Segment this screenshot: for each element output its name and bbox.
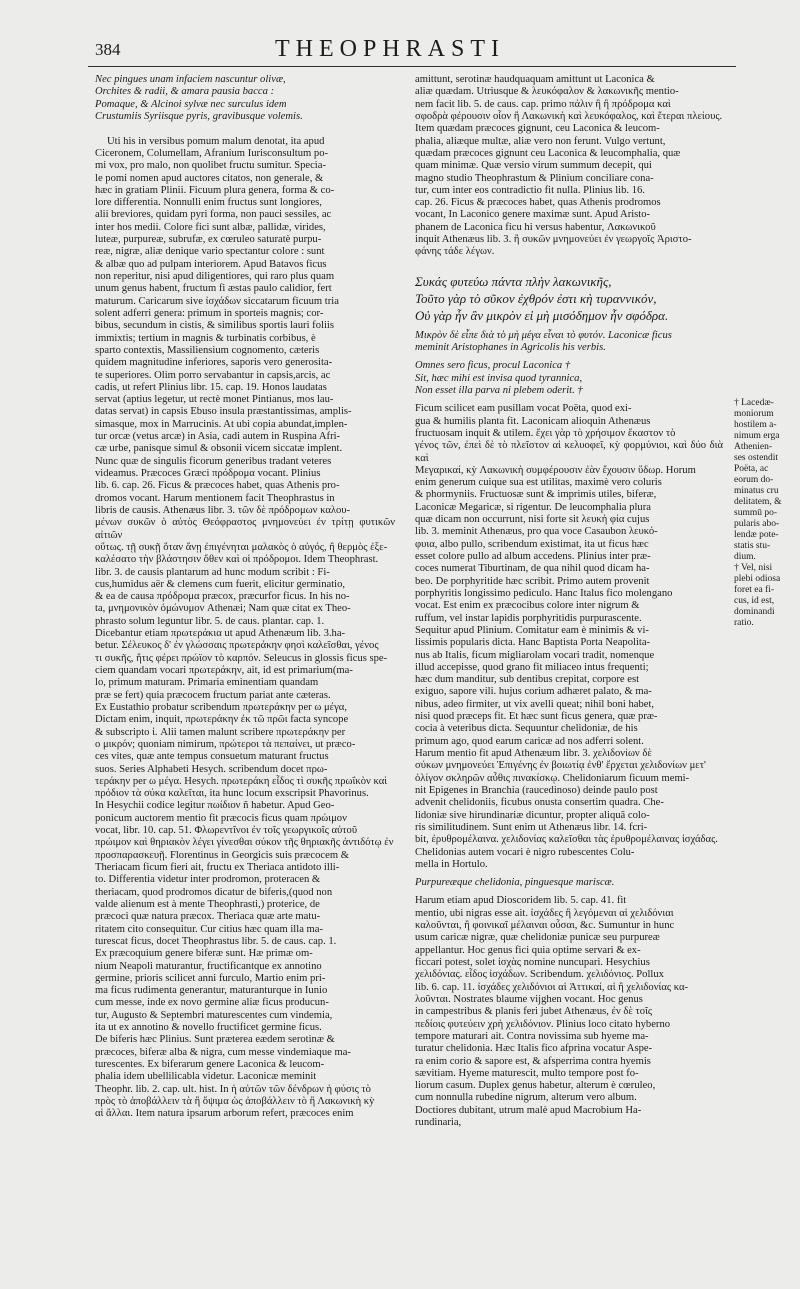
margin-note-line: eorum do-: [734, 475, 774, 485]
text-line: πεδίοις φυτεύειν χρὴ χελιδόνιον. Plinius loco citato hyberno: [415, 1018, 671, 1030]
text-line: germine, prioris scilicet anni furculo, Martio enim pri-: [95, 972, 326, 984]
caption-line: meminit Aristophanes in Agricolis his verbis.: [415, 342, 606, 353]
text-line: Dictam enim, inquit, πρωτεράκην ἐκ τῶ πρῶι facta syncope: [95, 714, 349, 726]
text-line: Uti his in versibus pomum malum denotat, ita apud: [107, 135, 325, 147]
text-line: καλέσατο τὴν βλάστησιν ὅθεν καὶ οἱ πρόδρομοι. Idem Theophrast.: [95, 554, 379, 566]
text-line: immixtis; tertium in magnis & turbinatis corbibus, è: [95, 332, 316, 344]
text-line: beo. De porphyritide hæc scribit. Primo autem provenit: [415, 575, 650, 587]
text-line: turescentes. Ex biferarum genere Laconica & leucom-: [95, 1059, 325, 1070]
text-line: οὕτως. τῇ συκῇ ὅταν ἄνῃ ἐπιγένηται μαλακὸς ὁ αὐγός, ἢ θερμὸς ἐξε-: [95, 541, 388, 553]
margin-note-line: hostilem a-: [734, 420, 777, 430]
text-line: tur, Augusto & Septembri maturescentes cum vindemia,: [95, 1009, 333, 1021]
text-line: bit, ἐρυθρομέλαινα. χελιδονίας καλεῖσθαι τὰς ἐρυθρομέλαινας ἰσχάδας.: [415, 834, 718, 846]
text-line: inter hos medii. Colore fici sunt albæ, pallidæ, virides,: [95, 221, 326, 233]
text-line: suos. Series Alphabeti Hesych. scribendum docet πρω-: [95, 763, 328, 775]
text-line: ciem quandam vocari πρωτεράκην, ait, id est primarium(ma-: [95, 665, 353, 676]
text-line: lidoniæ sive hirundinariæ dicuntur, propter aliquã colo-: [415, 809, 650, 821]
text-line: λοῦνται. Nostrates blaume vijghen vocant. Hoc genus: [415, 993, 643, 1005]
margin-note-line: † Lacedæ-: [734, 398, 774, 408]
header-rule: [88, 66, 736, 67]
text-line: appellantur. Hoc genus fici quia optime servari & ex-: [415, 944, 641, 956]
text-line: alii breviores, quidam pyri forma, non pauci sessiles, ac: [95, 209, 332, 221]
margin-note-line: nimum erga: [734, 431, 780, 441]
text-line: ris similitudinem. Sunt enim ut Athenæus libr. 14. fcri-: [415, 821, 648, 833]
text-line: libris de causis. Athenæus libr. 3. τῶν δὲ πρόδρομων καλου-: [95, 504, 351, 516]
margin-note-line: ses ostendit: [734, 453, 779, 463]
verse-line: Orchites & radii, & amara pausia bacca :: [95, 86, 275, 98]
text-line: fructuosam inquit & utilem. ἔχει γὰρ τὸ χρήσιμον ἕκαστον τὸ: [415, 427, 676, 439]
text-line: & phormyniis. Fructuosæ sunt & imprimis utiles, biferæ,: [415, 489, 657, 501]
margin-note-line: foret ea fi-: [734, 585, 775, 595]
margin-note-line: minatus cru: [734, 486, 779, 496]
text-line: καλοῦνται, ἢ φοινικαῖ μέλαιναι οὖσαι, &c. Sumuntur in hunc: [415, 920, 675, 932]
greek-verse-line: Συκάς φυτεύω πάντα πλὴν λακωνικῆς,: [415, 273, 612, 289]
text-line: σφοδρὰ φέρουσιν οἷον ἢ Λακωνικὴ καὶ λευκόφαλος, καὶ ἕτεραι πλείους.: [415, 110, 723, 122]
text-line: videamus. Præcoces Græci πρόδρομα vocant. Plinius: [95, 468, 321, 479]
text-line: σύκων μνημονεύει Ἐπιγένης ἐν βοιωτίᾳ ἐνθ' ἔρχεται χελιδονίων μετ': [415, 760, 706, 772]
margin-note-line: ratio.: [734, 618, 754, 628]
verse-line: Omnes sero ficus, procul Laconica †: [415, 360, 571, 372]
text-line: ὀλίγον σκληρῶν αὖθις πινακίσκῳ. Chelidoniarum ficuum memi-: [415, 772, 690, 784]
text-line: porphyritis longissimo pediculo. Hanc Italus fico molengano: [415, 587, 673, 599]
text-line: nibus, adeo firmiter, ut vix avelli queat; nihil boni habet,: [415, 698, 655, 710]
margin-note-line: dium.: [734, 552, 756, 562]
text-line: cus,humidus aër & clemens cum fuerit, elicitur germinatio,: [95, 578, 346, 590]
text-line: cum messe, inde ex novo germine aliæ ficus producun-: [95, 997, 329, 1009]
margin-note-line: cus, id est,: [734, 596, 775, 606]
text-line: τι συκῆς, ἥτις φέρει πρώϊον τὸ καρπόν. Seleucus in glossis ficus spe-: [95, 652, 388, 664]
text-line: sævitiam. Hyeme maturescit, multo tempore post fo-: [415, 1067, 639, 1079]
text-line: gua & humilis planta fit. Laconicam alioquin Athenæus: [415, 415, 651, 427]
text-line: ritatem cito consequitur. Cur citius hæc quam illa ma-: [95, 923, 324, 935]
text-line: luteæ, purpureæ, subrufæ, ex cœruleo saturatè purpu-: [95, 234, 322, 246]
text-line: Ex Eustathio probatur scribendum πρωτεράκην per ω μέγα,: [95, 701, 347, 713]
text-line: datas servat) in capsis Ebuso insula præstantissimas, amplis-: [95, 406, 352, 418]
text-line: enim generum cuique sua est utilitas, maximè vero coluris: [415, 477, 662, 489]
text-line: Ex præcoquium genere biferæ sunt. Hæ primæ om-: [95, 948, 313, 960]
text-line: αἱ ἄλλαι. Item natura ipsarum arborum refert, præcoces enim: [95, 1108, 354, 1120]
text-line: phalia, aliæque multæ, aliæ vero non ferunt. Vulgo vertunt,: [415, 135, 666, 147]
text-line: Harum mentio fit apud Athenæum libr. 3. χελιδονίων δὲ: [415, 748, 652, 759]
text-line: Μεγαρικαί, κỳ Λακωνικὴ συμφέρουσιν ἐὰν ἔχουσιν ὕδωρ. Horum: [415, 464, 696, 476]
text-line: mentio, ubi nigras esse ait. ἰσχάδες ἢ λεγόμεναι αἱ χελιδόνιαι: [415, 907, 674, 919]
text-line: nisi quod præceps fit. Et hæc sunt ficus genera, quæ præ-: [415, 711, 658, 723]
text-line: le pomi nomen apud auctores citatos, non generale, &: [95, 172, 324, 184]
text-line: & albæ quo ad pulpam interiorem. Apud Batavos ficus: [95, 258, 327, 270]
text-line: lissimis popularis dicta. Hanc Baptista Porta Neapolita-: [415, 637, 651, 649]
margin-note-line: pularis abo-: [734, 519, 780, 529]
text-line: γένος τῶν, ἐπεὶ δὲ τὸ πλεῖστον αἱ κελυοφεῖ, κỳ φορμύνιοι, καὶ δύο διὰ καὶ: [415, 440, 723, 464]
text-line: amittunt, serotinæ haudquaquam amittunt ut Laconica &: [415, 74, 655, 85]
text-line: Chelidonias autem vocari è nigro rubescentes Colu-: [415, 846, 635, 858]
text-line: solent adferri genera: primum in sporteis magnis; cor-: [95, 307, 324, 319]
page-header: [95, 36, 735, 70]
text-line: phanem de Laconica ficu hi versus habentur, Λακωνικοῦ: [415, 221, 656, 233]
margin-note-line: moniorum: [734, 409, 774, 419]
text-line: phrasto solum leguntur libr. 5. de caus. plantar. cap. 1.: [95, 615, 325, 627]
text-line: πρὸς τὸ ἀποβάλλειν τὰ ἢ ὄψιμα ὡς ἀποβάλλειν τὸ ἢ Λακωνικὴ κỳ: [95, 1095, 375, 1107]
text-line: inquit Athenæus lib. 3. ἢ συκῶν μνημονεύει ἐν γεωργοῖς Ἀριστο-: [415, 234, 692, 246]
text-line: ponicum auctorem mentio fit præcocis ficus quam πρώιμον: [95, 812, 347, 824]
text-line: cadis, ut refert Plinius libr. 15. cap. 19. Honos laudatas: [95, 381, 327, 393]
text-line: προσπαρασκευῇ. Florentinus in Georgicis suis præcocem &: [95, 849, 349, 861]
text-line: Nunc quæ de singulis ficorum generibus tradant veteres: [95, 455, 332, 467]
text-line: non reperitur, nisi apud diligentiores, qui raro plus quam: [95, 271, 335, 282]
caption-line: Μικρὸν δὲ εἶπε διὰ τὸ μὴ μέγα εἶναι τὸ φυτόν. Laconicæ ficus: [415, 329, 672, 341]
text-line: Sequitur apud Plinium. Comitatur eam è minimis & vi-: [415, 624, 649, 636]
text-line: quædam præcoces gignunt ceu Laconica & leucomphalia, quæ: [415, 147, 681, 159]
text-line: μένων συκῶν ὁ αὐτὸς Θεόφραστος μνημονεύει ἐν τρίτῃ φυτικῶν αἰτιῶν: [95, 517, 395, 541]
text-line: valde alienum est à mente Theophrasti,) proterice, de: [95, 898, 320, 910]
text-line: cæ urbe, panisque simul & obsonii vicem siccatæ implent.: [95, 443, 343, 455]
text-line: De biferis hæc Plinius. Sunt præterea eædem serotinæ &: [95, 1034, 335, 1046]
text-line: turescat ficus, docet Theophrastus libr. 5. de caus. cap. 1.: [95, 935, 337, 947]
text-line: cocia à veteribus dicta. Sequuntur chelidoniæ, de his: [415, 723, 638, 735]
text-line: Harum etiam apud Dioscoridem lib. 5. cap. 41. fit: [415, 895, 627, 907]
text-line: magno studio Theophrastum & Plinium conciliare cona-: [415, 172, 654, 184]
margin-note-line: † Vel, nisi: [734, 563, 773, 573]
text-line: præcoci quæ natura præcox. Theriaca quæ arte matu-: [95, 911, 321, 923]
text-line: bibus, secundum in cistis, & similibus sportis lauri foliis: [95, 320, 334, 332]
text-line: lo, primum maturam. Primaria eminentiam quandam: [95, 677, 319, 689]
text-line: χελιδόνιας. εἶδος ἰσχάδων. Scribendum. χελιδόνιος. Pollux: [415, 969, 664, 981]
text-line: ra enim corio & sapore est, & afsperrima contra hyemis: [415, 1055, 651, 1067]
text-line: vocant, In Laconico genere maximæ sunt. Apud Aristo-: [415, 209, 651, 221]
text-line: nem facit lib. 5. de caus. cap. primo πάλιν ἢ ἢ πρόδρομα καὶ: [415, 98, 671, 110]
text-line: servat (aptius legetur, ut rectè monet Pintianus, mos lau-: [95, 394, 334, 406]
text-line: præ se fert) quia præcocem fructum pariat ante cæteras.: [95, 689, 331, 701]
text-line: rundinaria,: [415, 1117, 462, 1129]
text-line: vocat, libr. 10. cap. 51. Φλωρεντῖνοι ἐν τοῖς γεωργικοῖς αὐτοῦ: [95, 825, 358, 837]
text-line: unum genus habent, fructum fi æstas paulo calidior, fert: [95, 283, 332, 295]
text-line: Dicebantur etiam πρωτεράκια ut apud Athenæum lib. 3.ha-: [95, 628, 346, 640]
margin-note-line: dominandi: [734, 607, 775, 617]
margin-notes: [734, 398, 800, 629]
text-line: betur. Σέλευκος δ' ἐν γλώσσαις πρωτεράκην φησὶ καλεῖσθαι, γένος: [95, 640, 379, 652]
text-line: Ficum scilicet eam pusillam vocat Poëta, quod exi-: [415, 403, 632, 415]
text-line: in campestribus & planis feri jubet Athenæus, ἐν δὲ τοῖς: [415, 1006, 653, 1018]
text-line: mi vox, pro malo, non quolibet fructu sumitur. Specia-: [95, 160, 326, 172]
page-number: 384: [95, 40, 121, 59]
text-line: In Hesychii codice legitur πωίδιον ñ habetur. Apud Geo-: [95, 800, 335, 812]
verse-line: Non esset illa parva ni plebem oderit. †: [415, 384, 583, 396]
text-line: & ea de causa πρόδρομα præcox, præcurfor ficus. In his no-: [95, 591, 350, 603]
verse-line: Nec pingues unam infaciem nascuntur olivæ,: [95, 74, 286, 85]
verse-line: Crustumiis Syriisque pyris, gravibusque volemis.: [95, 110, 303, 122]
text-line: τεράκην per ω μέγα. Hesych. πρωτεράκη εἶδος τὶ συκῆς πρωΐκὸν καὶ: [95, 775, 388, 787]
text-line: tur, cum inter eos contradictio fit nulla. Plinius lib. 16.: [415, 184, 645, 196]
text-line: Laconicæ Megaricæ, si rigentur. De leucomphalia plura: [415, 501, 651, 513]
text-line: Theophr. lib. 2. cap. ult. hist. In ἡ αὐτῶν τῶν δένδρων ἡ φύσις τὸ: [95, 1083, 371, 1095]
text-line: to. Differentia videtur inter prodromon, proteracen &: [95, 874, 321, 886]
text-line: cum nonnulla rubedine nigrum, alterum vero album.: [415, 1092, 637, 1104]
text-line: lib. 6. cap. 11. ἰσχάδες χελιδόνιοι αἱ Ἀττικαί, αἱ ἢ χελιδονίας κα-: [415, 981, 689, 993]
text-line: usum caricæ nigræ, quæ chelidoniæ punicæ seu purpureæ: [415, 932, 660, 944]
text-line: ma ficus rudimenta generantur, maturanturque in Iunio: [95, 985, 328, 997]
text-line: aliæ quædam. Utriusque & λευκόφαλον & λακωνικῆς mentio-: [415, 86, 679, 98]
text-line: sparto contextis, Massiliensium cognomento, cæteris: [95, 344, 320, 356]
text-line: vocat. Est enim ex præcocibus colore inter nigrum &: [415, 600, 640, 612]
text-line: theriacam, quod prodromos dicatur de biferis,(quod non: [95, 886, 333, 898]
margin-note-line: statis stu-: [734, 541, 771, 551]
text-line: ces vites, quæ ante tempus consuetum maturant fructus: [95, 751, 329, 763]
greek-verse-line: Τοῦτο γὰρ τὸ σῦκον ἐχθρόν ἐστι κὴ τυραννικόν,: [415, 290, 657, 306]
text-line: πρώιμον καὶ θηριακὸν λέγει γίνεσθαι σύκον τῆς θηριακῆς ἀντιδότῳ ἐν: [95, 837, 394, 849]
text-line: reæ, nigræ, aliæ denique vario spectantur colore : sunt: [95, 246, 325, 258]
text-line: Item quædam præcoces gignunt, ceu Laconica & leucom-: [415, 123, 660, 135]
text-line: nit Epigenes in Branchia (raucedinoso) deinde paulo post: [415, 784, 658, 796]
text-line: [95, 123, 395, 135]
text-line: hæc dum manditur, sub dentibus crepitat, corpore est: [415, 674, 640, 686]
margin-note-line: Poëta, ac: [734, 464, 769, 474]
text-line: quidem magnitudine inferiores, saporis vero generosita-: [95, 357, 333, 369]
greek-verse-line: Οὐ γὰρ ἦν ἂν μικρὸν εἰ μὴ μισόδημον ἦν σφόδρα.: [415, 307, 669, 323]
text-line: πρόδιον τὰ σύκα καλεῖται, ita hunc locum exscripsit Phavorinus.: [95, 788, 369, 800]
margin-note-line: lendæ pote-: [734, 530, 779, 540]
text-line: libr. 3. de causis plantarum ad hunc modum scribit : Fi-: [95, 566, 330, 578]
text-line: tempore maturari ait. Contra novissima sub hyeme ma-: [415, 1030, 649, 1042]
text-line: primum ago, quod earum caricæ ad nos adferri solent.: [415, 735, 644, 747]
text-line: quæ dicam non occurrunt, nisi forte sit λευκὴ φία cujus: [415, 514, 650, 526]
text-line: quam minimæ. Quæ versio virum summum decepit, qui: [415, 160, 652, 172]
text-line: Theriacam ficum fieri ait, fructu ex Theriaca antidoto illi-: [95, 862, 340, 873]
left-column: [95, 74, 395, 1121]
verse-line: Purpureæque chelidonia, pinguesque mariscæ.: [415, 877, 615, 889]
right-column: [415, 74, 723, 1129]
text-line: φάνης τάδε λέγων.: [415, 246, 495, 258]
text-line: advenit chelidoniis, ficubus onusta consertim quadra. Che-: [415, 797, 664, 809]
text-line: esset colore pullo ad album accedens. Plinius inter præ-: [415, 551, 651, 562]
text-line: Doctiores dubitant, utrum malè apud Macrobium Ha-: [415, 1104, 642, 1116]
text-line: lib. 3. meminit Athenæus, pro qua voce Casaubon λευκό-: [415, 526, 658, 538]
text-line: dromos vocant. Harum mentionem facit Theophrastus in: [95, 492, 335, 504]
verse-line: Sit, hæc mihi est invisa quod tyrannica,: [415, 372, 583, 384]
text-line: exiguo, sapore vili. hujus corium adhæret palato, & ma-: [415, 686, 652, 698]
text-line: lore differentia. Nonnulli enim fructus sunt longiores,: [95, 197, 322, 209]
text-line: turatur chelidonia. Hæc Italis fico afprina vocatur Aspe-: [415, 1043, 653, 1055]
text-line: cap. 26. Ficus & præcoces habet, quas Athenis prodromos: [415, 197, 661, 209]
text-line: phalia idem ubellilicabla videtur. Laconicæ meminit: [95, 1071, 317, 1083]
text-line: liorum casum. Duplex genus habetur, alterum è cœruleo,: [415, 1080, 656, 1092]
text-line: simasque, mox in Marrucinis. At ubi copia abundat,implen-: [95, 418, 348, 430]
text-line: ita ut ex annotino & novello fructificet germine ficus.: [95, 1022, 322, 1034]
text-line: tur orcæ (vetus arcæ) in Asia, cadi autem in Ruspina Afri-: [95, 431, 341, 443]
running-head: THEOPHRASTI: [275, 36, 506, 62]
margin-note-line: plebi odiosa: [734, 574, 781, 584]
text-line: & subscripto ἰ. Alii tamen malunt scribere πρωτεράκην per: [95, 726, 346, 738]
text-line: ruffum, vel instar lapidis porphyritidis purpurascente.: [415, 612, 642, 624]
margin-note-line: summū po-: [734, 508, 778, 518]
text-line: coces numerat Tiburtinam, de qua nihil quod dicam ha-: [415, 563, 650, 575]
text-line: φυια, albo pullo, scribendum existimat, ita ut ficus hæc: [415, 538, 649, 550]
text-line: te superiores. Olim porro servabantur in capsis,arcis, ac: [95, 369, 331, 381]
text-line: mella in Hortulo.: [415, 858, 488, 870]
text-line: ta, μνημονικὸν ὁμώνυμον Athenæi; Nam quæ citat ex Theo-: [95, 603, 351, 615]
margin-note-line: delitatem, &: [734, 497, 782, 507]
verse-line: Pomaque, & Alcinoi sylvæ nec surculus idem: [95, 98, 287, 110]
text-line: illud accepisse, quod grano fit miliaceo intus frequenti;: [415, 661, 649, 673]
text-line: hæc in gratiam Plinii. Ficuum plura genera, forma & co-: [95, 184, 335, 196]
text-line: nium Neapoli maturantur, fructificantque ex annotino: [95, 960, 322, 972]
margin-note-line: Athenien-: [734, 442, 772, 452]
text-line: Ciceronem, Columellam, Afranium Iurisconsultum po-: [95, 147, 329, 159]
text-line: ficcari potest, solet ἰσχὰς nomine nuncupari. Hesychius: [415, 957, 650, 968]
text-line: ο μικρόν; quoniam nimirum, πρώτεροι τὰ πεπαίνει, ut præco-: [95, 738, 356, 750]
text-line: nus ab Italis, ficum migliarolam vocari tradit, nomenque: [415, 649, 655, 661]
text-line: lib. 6. cap. 26. Ficus & præcoces habet, quas Athenis pro-: [95, 480, 340, 492]
text-line: præcoces, biferæ alba & nigra, cum messe vindemiaque ma-: [95, 1046, 351, 1058]
text-line: maturum. Caricarum sive ἰσχάδων siccatarum ficuum tria: [95, 295, 339, 307]
